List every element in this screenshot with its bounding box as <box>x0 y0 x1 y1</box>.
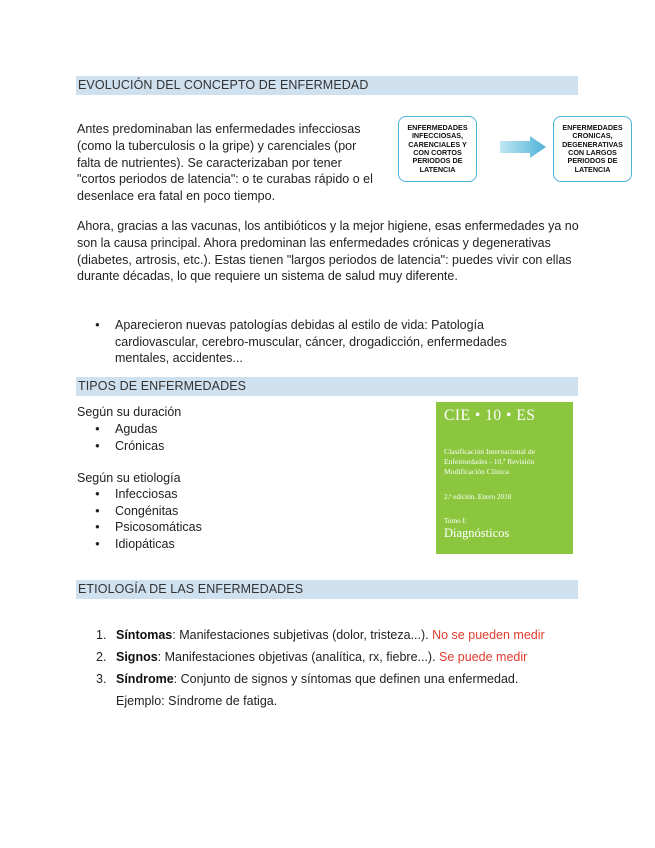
paragraph-antes: Antes predominaban las enfermedades infecciosas (como la tuberculosis o la gripe) y carenciales (por falta de nutrientes). Se caracterizaban por tener "cortos periodos de latencia": o te curabas rápido o el desenlace era fatal en poco tiempo. <box>77 122 373 204</box>
list-number: 2. <box>96 650 107 664</box>
paragraph-ahora: Ahora, gracias a las vacunas, los antibióticos y la mejor higiene, esas enfermedades ya no son la causa principal. Ahora predominan las enfermedades crónicas y degenerativas (diabetes, artrosis, etc.). Estas tienen "largos periodos de latencia": puedes vivir con ellas durante décadas, lo que requiere un sistema de salud muy diferente. <box>77 219 579 284</box>
diagram-box-infecciosas: ENFERMEDADES INFECCIOSAS, CARENCIALES Y CON CORTOS PERIODOS DE LATENCIA <box>398 116 477 182</box>
definition-text: : Conjunto de signos y síntomas que definen una enfermedad. <box>173 672 519 686</box>
list-item: ● Agudas <box>95 421 164 438</box>
term-sindrome: Síndrome <box>116 672 174 686</box>
bullet-list-nuevas-patologias <box>95 317 545 367</box>
section-heading-evolucion: EVOLUCIÓN DEL CONCEPTO DE ENFERMEDAD <box>76 76 578 95</box>
list-item: ● Aparecieron nuevas patologías debidas al estilo de vida: Patología cardiovascular, cerebro-muscular, cáncer, drogadicción, enfermedades mentales, accidentes... <box>95 317 545 367</box>
list-etiologia <box>95 486 202 552</box>
list-item: ● Crónicas <box>95 438 164 455</box>
definition-text: : Manifestaciones objetivas (analítica, rx, fiebre...). <box>157 650 440 664</box>
list-item: ● Psicosomáticas <box>95 519 202 536</box>
cover-edition: 2.ª edición. Enero 2018 <box>444 493 512 501</box>
term-signos: Signos <box>116 650 158 664</box>
label-segun-etiologia: Según su etiología <box>77 471 181 485</box>
list-item: ● Infecciosas <box>95 486 202 503</box>
numbered-list-etiologia <box>96 624 545 712</box>
list-item <box>96 646 545 668</box>
list-item: ● Congénitas <box>95 503 202 520</box>
list-item <box>96 624 545 646</box>
section-heading-tipos: TIPOS DE ENFERMEDADES <box>76 377 578 396</box>
list-item: ● Idiopáticas <box>95 536 202 553</box>
note-se-puede-medir: Se puede medir <box>439 650 528 664</box>
list-item <box>96 668 545 712</box>
term-sintomas: Síntomas <box>116 628 173 642</box>
cover-volume-title: Diagnósticos <box>444 526 510 540</box>
definition-text: : Manifestaciones subjetivas (dolor, tristeza...). <box>172 628 433 642</box>
list-number: 3. <box>96 672 107 686</box>
note-no-se-pueden-medir: No se pueden medir <box>432 628 545 642</box>
right-arrow-icon <box>500 136 546 158</box>
example-text: Ejemplo: Síndrome de fatiga. <box>116 694 278 708</box>
section-heading-etiologia: ETIOLOGÍA DE LAS ENFERMEDADES <box>76 580 578 599</box>
list-number: 1. <box>96 628 107 642</box>
cie-10-cover-image <box>436 402 573 554</box>
cover-subtitle: Clasificación Internacional de Enfermedades - 10.ª Revisión Modificación Clínica <box>444 447 536 476</box>
cover-volume: Tomo I: <box>444 517 467 525</box>
label-segun-duracion: Según su duración <box>77 405 182 419</box>
diagram-box-cronicas: ENFERMEDADES CRONICAS, DEGENERATIVAS CON LARGOS PERIODOS DE LATENCIA <box>553 116 632 182</box>
cover-title: CIE • 10 • ES <box>444 407 536 424</box>
list-duracion <box>95 421 164 454</box>
